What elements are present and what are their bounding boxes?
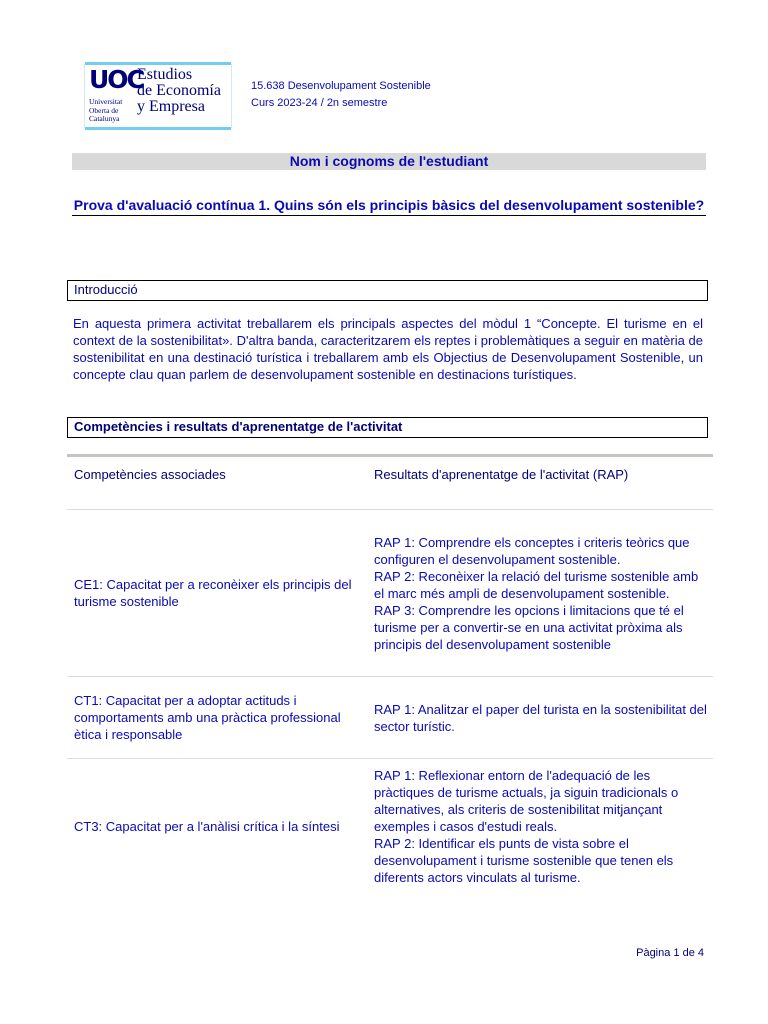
table-row bbox=[67, 677, 713, 759]
school-name-line: y Empresa bbox=[137, 98, 205, 115]
school-name-line: de Economía bbox=[137, 82, 221, 99]
rap-cell bbox=[367, 534, 713, 653]
rap-item: RAP 2: Identificar els punts de vista sobre el desenvolupament i turisme sostenible que tenen els diferents actors vinculats al turisme. bbox=[374, 835, 674, 885]
table-row bbox=[67, 759, 713, 893]
uoc-logo-mark: UOC bbox=[89, 65, 143, 94]
rap-cell bbox=[367, 701, 713, 735]
course-term: Curs 2023-24 / 2n semestre bbox=[251, 97, 388, 109]
intro-text: En aquesta primera activitat treballarem els principals aspectes del mòdul 1 “Concepte. El turisme en el context de la sostenibilitat». D'altra banda, caracteritzarem els reptes i problemàtiques a seguir en matèria de sostenibilitat en una destinació turística i treballarem amb els Objectius de Desenvolupament Sostenible, un concepte clau quan parlem de desenvolupament sostenible en destinacions turístiques. bbox=[73, 316, 703, 382]
school-name-line: Estudios bbox=[137, 66, 193, 83]
course-info bbox=[251, 78, 431, 112]
rap-cell bbox=[367, 767, 713, 886]
rap-item: RAP 2: Reconèixer la relació del turisme sostenible amb el marc més ampli de desenvolupament sostenible. bbox=[374, 568, 699, 601]
competence-cell: CT3: Capacitat per a l'anàlisi crítica i la síntesi bbox=[74, 818, 340, 834]
column-header-raps: Resultats d'aprenentatge de l'activitat (RAP) bbox=[374, 467, 629, 482]
uoc-logo bbox=[84, 64, 232, 128]
course-code: 15.638 Desenvolupament Sostenible bbox=[251, 80, 431, 92]
school-name bbox=[137, 67, 221, 115]
table-header-row bbox=[67, 457, 713, 510]
competences-table bbox=[67, 454, 713, 893]
competence-cell: CE1: Capacitat per a reconèixer els principis del turisme sostenible bbox=[74, 577, 352, 609]
uoc-logo-subtitle: Universitat Oberta de Catalunya bbox=[89, 97, 123, 123]
table-row bbox=[67, 510, 713, 677]
rap-item: RAP 1: Reflexionar entorn de l'adequació de les pràctiques de turisme actuals, ja siguin tradicionals o alternatives, als criteris de sostenibilitat mitjançant exemples i casos d'estudi reals. bbox=[374, 767, 679, 834]
intro-heading: Introducció bbox=[67, 280, 708, 301]
page-title: Prova d'avaluació contínua 1. Quins són els principis bàsics del desenvolupament sostenible? bbox=[72, 196, 706, 216]
column-header-competences: Competències associades bbox=[74, 467, 226, 482]
rap-item: RAP 1: Analitzar el paper del turista en la sostenibilitat del sector turístic. bbox=[374, 701, 707, 734]
competences-heading: Competències i resultats d'aprenentatge de l'activitat bbox=[67, 417, 708, 438]
rap-item: RAP 3: Comprendre les opcions i limitacions que té el turisme per a convertir-se en una activitat pròxima als principis del desenvolupament sostenible bbox=[374, 602, 684, 652]
competence-cell: CT1: Capacitat per a adoptar actituds i comportaments amb una pràctica professional ètica i responsable bbox=[74, 693, 341, 742]
student-name-bar: Nom i cognoms de l'estudiant bbox=[72, 153, 706, 170]
page-number: Pàgina 1 de 4 bbox=[636, 947, 704, 959]
rap-item: RAP 1: Comprendre els conceptes i criteris teòrics que configuren el desenvolupament sostenible. bbox=[374, 534, 690, 567]
